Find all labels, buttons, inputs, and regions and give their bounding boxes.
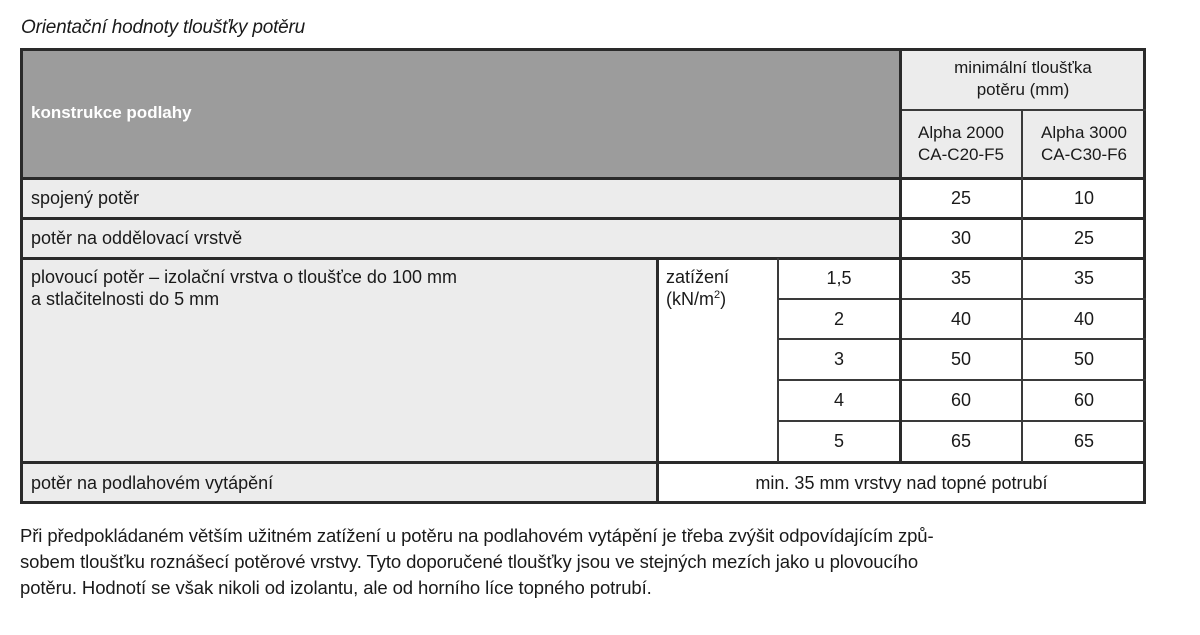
table-border [778, 420, 1146, 422]
table-border [900, 109, 1146, 111]
floating-screed-label [20, 258, 657, 462]
header-min-thickness-line2: potěru (mm) [976, 80, 1070, 99]
load-value: 2 [778, 299, 900, 339]
table-border [20, 48, 23, 504]
header-construction [20, 48, 900, 178]
product-name: Alpha 2000 [917, 123, 1005, 142]
table-cell: 25 [1022, 218, 1146, 258]
product-name: Alpha 3000 [1040, 123, 1128, 142]
row-label: spojený potěr [31, 187, 140, 208]
table-border [20, 217, 1146, 220]
table-row-label [20, 462, 657, 504]
paragraph-line: sobem tloušťku roznášecí potěrové vrstvy. Tyto doporučené tloušťky jsou ve stejných mezích jako u plovoucího [20, 551, 919, 572]
table-row-label [20, 218, 900, 258]
load-unit: $(kN/m^2)$ [666, 289, 727, 309]
table-cell: 60 [900, 380, 1022, 421]
load-value: 3 [778, 339, 900, 380]
product-code: CA-C30-F6 [1041, 145, 1127, 164]
table-cell: 35 [1022, 258, 1146, 299]
row-label: potěr na oddělovací vrstvě [31, 227, 243, 248]
table-border [656, 258, 659, 504]
table-cell: 35 [900, 258, 1022, 299]
table-border [778, 379, 1146, 381]
floating-label-line1: plovoucí potěr – izolační vrstva o tloušťce do 100 mm [31, 267, 457, 287]
product-code: CA-C20-F5 [918, 145, 1004, 164]
table-border [1021, 110, 1023, 462]
heating-value: min. 35 mm vrstvy nad topné potrubí [657, 462, 1146, 504]
table-row-label [20, 178, 900, 218]
table-border [20, 177, 1146, 180]
header-min-thickness [900, 48, 1146, 110]
row-label: potěr na podlahovém vytápění [31, 472, 274, 493]
load-label-line1: zatížení [666, 267, 730, 287]
table-border [20, 48, 1146, 51]
table-cell: 40 [900, 299, 1022, 339]
table-cell: 50 [1022, 339, 1146, 380]
table-border [20, 257, 1146, 260]
table-border [1143, 48, 1146, 504]
table-cell: 65 [900, 421, 1022, 462]
table-border [20, 501, 1146, 504]
table-cell: 65 [1022, 421, 1146, 462]
header-min-thickness-line1: minimální tloušťka [954, 58, 1092, 77]
load-value: 5 [778, 421, 900, 462]
table-cell: 40 [1022, 299, 1146, 339]
table-cell: 25 [900, 178, 1022, 218]
table-caption: Orientační hodnoty tloušťky potěru [21, 17, 306, 38]
paragraph-line: potěru. Hodnotí se však nikoli od izolantu, ale od horního líce topného potrubí. [20, 577, 652, 598]
header-product-alpha3000 [1022, 110, 1146, 178]
table-cell: 50 [900, 339, 1022, 380]
load-value: 1,5 [778, 258, 900, 299]
explanatory-paragraph [20, 523, 1190, 601]
table-cell: 60 [1022, 380, 1146, 421]
load-label [657, 258, 778, 462]
floating-label-line2: a stlačitelnosti do 5 mm [31, 289, 220, 309]
header-construction-label: konstrukce podlahy [31, 103, 192, 122]
table-cell: 10 [1022, 178, 1146, 218]
table-border [899, 48, 902, 462]
table-cell: 30 [900, 218, 1022, 258]
table-border [778, 338, 1146, 340]
table-border [778, 298, 1146, 300]
header-product-alpha2000 [900, 110, 1022, 178]
thickness-table [20, 48, 1146, 504]
paragraph-line: Při předpokládaném větším užitném zatížení u potěru na podlahovém vytápění je třeba zvýšit odpovídajícím způ- [20, 525, 934, 546]
table-border [777, 258, 779, 462]
load-value: 4 [778, 380, 900, 421]
table-border [20, 461, 1146, 464]
